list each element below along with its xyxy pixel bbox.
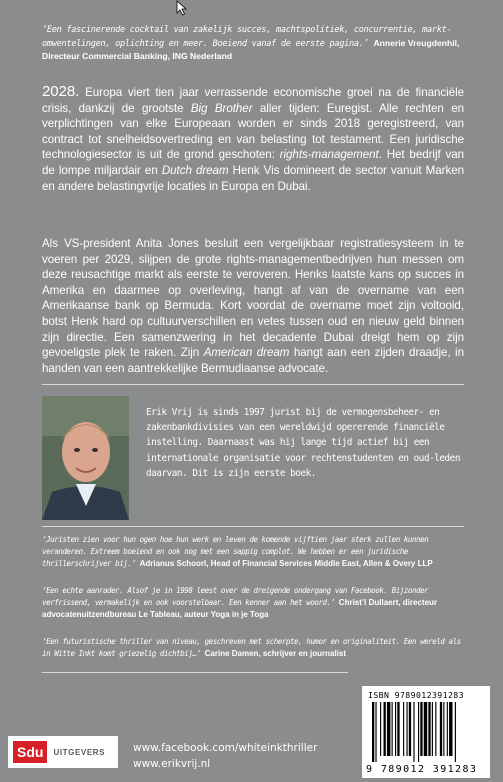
barcode-bar — [397, 702, 399, 756]
publisher-logo — [8, 736, 118, 768]
barcode-bar — [413, 702, 414, 762]
barcode-bar — [392, 702, 393, 756]
barcode-bar — [420, 702, 422, 756]
barcode-bar — [384, 702, 386, 756]
barcode-bar — [380, 702, 381, 756]
year-lead: 2028. — [42, 83, 80, 100]
barcode-bar — [447, 702, 448, 756]
barcode-bar — [403, 702, 404, 756]
publisher-name: UITGEVERS — [53, 747, 106, 757]
barcode-bar — [375, 702, 376, 762]
barcode-bar — [395, 702, 396, 756]
barcode-bar — [428, 702, 430, 756]
author-portrait-icon — [42, 396, 129, 520]
barcode-bar — [443, 702, 444, 756]
barcode-bar — [418, 702, 419, 762]
barcode-bar — [372, 702, 374, 762]
barcode-bar — [407, 702, 408, 756]
top-review-quote — [42, 24, 464, 64]
review-quote-3-attribution: Carine Damen, schrijver en journalist — [204, 649, 347, 658]
top-quote-attribution: Annerie Vreugdenhil, Directeur Commercial Banking, ING Nederland — [42, 37, 460, 61]
barcode-bar — [424, 702, 427, 756]
review-quote-2 — [42, 585, 472, 621]
barcode-bar — [387, 702, 390, 756]
review-quote-3-text: ‘Een futuristische thriller van niveau, geschreven met scherpte, humor en originaliteit. Een wereld als in Witte Inkt komt griezelig dichtbij…’ — [42, 637, 461, 658]
barcode-bar — [449, 702, 452, 756]
top-quote-text: ‘Een fascinerende cocktail van zakelijk succes, machtspolitiek, concurrentie, markt-omwentelingen, oplichting en meer. Boeiend vanaf de eerste pagina.’ — [42, 25, 452, 49]
author-photo — [42, 396, 129, 520]
isbn-top-text: ISBN 9789012391283 — [368, 690, 464, 700]
review-quote-1 — [42, 534, 472, 570]
barcode-bar — [455, 702, 456, 762]
mouse-cursor-icon — [176, 0, 188, 16]
barcode-bar — [409, 702, 411, 756]
barcode-bar — [432, 702, 433, 756]
divider-top — [42, 384, 464, 385]
divider-bottom — [42, 672, 348, 673]
isbn-barcode — [362, 686, 490, 778]
website-link[interactable]: www.erikvrij.nl — [133, 758, 211, 770]
barcode-bar — [435, 702, 436, 756]
isbn-bottom-text: 9 789012 391283 — [366, 764, 478, 775]
barcode-icon — [372, 702, 484, 762]
website-links — [133, 740, 317, 772]
barcode-bar — [440, 702, 442, 756]
author-bio: Erik Vrij is sinds 1997 jurist bij de vermogensbeheer- en zakenbankdivisies van een wereldwijd opererende financiële instelling. Daarnaast was hij lange tijd actief bij een internationale organisatie voor rechtenstudenten en oud-leden daarvan. Dit is zijn eerste boek. — [146, 407, 460, 479]
divider-middle — [42, 526, 464, 527]
review-quote-3 — [42, 636, 472, 660]
publisher-brand: Sdu — [13, 741, 47, 763]
review-quote-2-attribution: Christ’l Dullaert, directeur advocatenuitzendbureau Le Tableau, auteur Yoga in je Toga — [42, 598, 438, 619]
synopsis-paragraph-2: Als VS-president Anita Jones besluit een vergelijkbaar registratiesysteem in te voeren per 2029, slijpen de grote rights-managementbedrijven hun messen om deze reusachtige markt als eerste te veroveren. Henks laatste kans op succes in Amerika en daarmee op overleving, hangt af van de overname van een Amerikaanse bank op Bermuda. Kort voordat de overname moet zijn voltooid, botst Henk hard op cultuurverschillen en vetes tussen oud en nieuw geld binnen zijn directie. Een samenzwering in het decadente Dubai dreigt hem op zijn gevoeligste plek te raken. Zijn American dream hangt aan een zijden draadje, in handen van een aantrekkelijke Bermudiaanse advocate. — [42, 237, 464, 375]
synopsis-paragraph-1: 2028. Europa viert tien jaar verrassende economische groei na de financiële crisis, dankzij de grootste Big Brother aller tijden: Euregist. Alle rechten en verplichtingen van elke Europeaan worden er sinds 2018 geregistreerd, van contract tot snelheidsovertreding en van belasting tot testament. Een juridische technologiesector is uit de grond geschoten: rights-management. Het bedrijf van de lompe miljardair en Dutch dream Henk Vis domineert de sector vanuit Marken en andere belastingvrije locaties in Europa en Dubai. — [42, 83, 464, 193]
review-quote-1-attribution: Adrianus Schoorl, Head of Financial Services Middle East, Allen & Overy LLP — [139, 559, 433, 568]
review-quote-2-text: ‘Een echte aanrader. Alsof je in 1998 leest over de dreigende ondergang van Facebook. Bijzonder verfrissend, vermakelijk en ook voorstelbaar. Een kenner aan het woord.’ — [42, 586, 429, 607]
review-quote-1-text: ‘Juristen zien voor hun ogen hoe hun werk en leven de komende vijftien jaar sterk zullen kunnen veranderen. Extreem boeiend en ook nog met een sappig complot. We hebben er een juridische thrillerschrijver bij.’ — [42, 535, 429, 568]
facebook-link[interactable]: www.facebook.com/whiteinkthriller — [133, 742, 318, 754]
